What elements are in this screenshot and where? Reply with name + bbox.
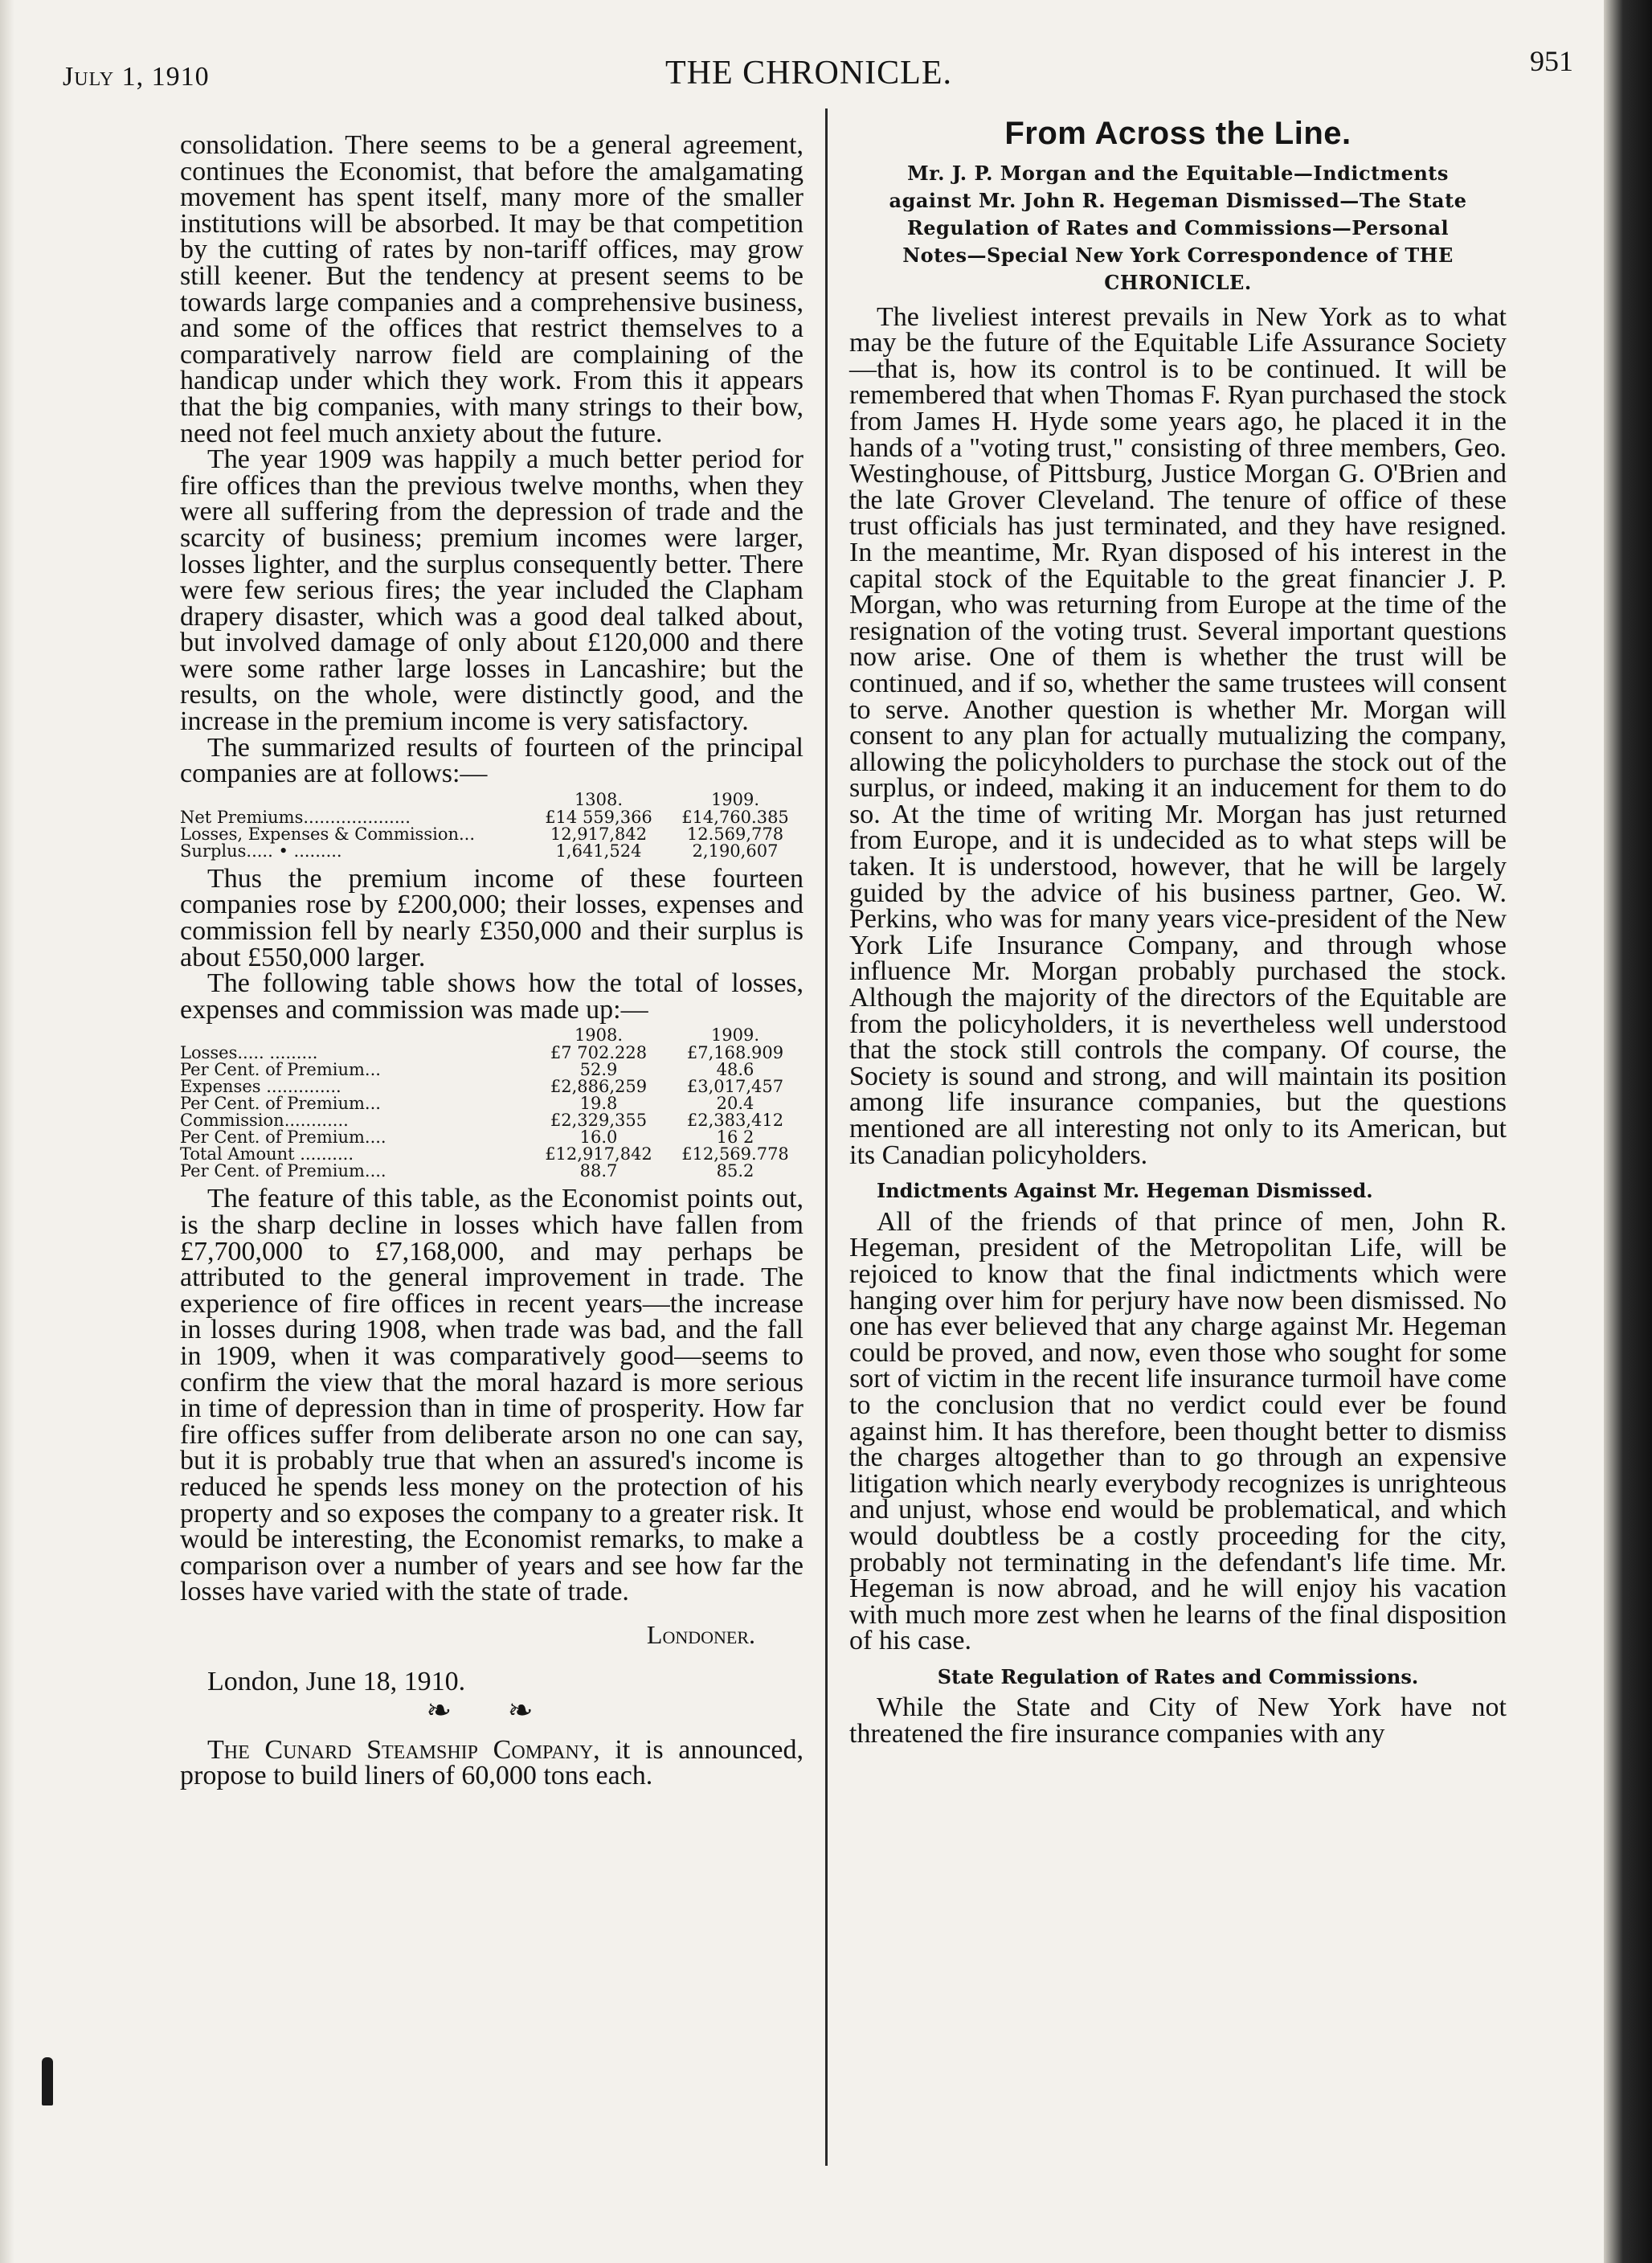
page-edge xyxy=(0,0,14,2263)
row-label: Per Cent. of Premium... xyxy=(180,1060,381,1080)
section-heading: State Regulation of Rates and Commissions. xyxy=(937,1664,1419,1688)
table-row xyxy=(180,1112,804,1129)
table-row xyxy=(180,1095,804,1112)
table-header-row xyxy=(180,791,804,809)
value-1909: £2,383,412 xyxy=(686,1111,784,1131)
value-1908: 16.0 xyxy=(579,1127,618,1148)
paragraph: All of the friends of that prince of men, John R. Hegeman, president of the Metropolitan Life, will be rejoiced to know that the final indictments which were hanging over him for perjury have now been dismissed. No one has ever believed that any charge against Mr. Hegeman could be proved, and now, even those who sought for some sort of victim in the recent life insurance turmoil have come to the conclusion that no verdict could ever be found against him. It has therefore, been thought better to dismiss the charges altogether than to go through an expensive litigation which nearly everybody recognizes is unrighteous and unjust, whose end would be problematical, and which would doubtless be a costly proceeding for the city, probably not terminating in the defendant's life time. Mr. Hegeman is now abroad, and he will enjoy his vacation with much more zest when he learns of the final disposition of his case. xyxy=(849,1206,1507,1656)
paragraph: The following table shows how the total of losses, expenses and commission was made up:— xyxy=(180,968,804,1025)
table-row xyxy=(180,1045,804,1062)
table-row xyxy=(180,826,804,843)
dateline: London, June 18, 1910. xyxy=(207,1666,466,1696)
breakdown-table xyxy=(180,1026,804,1180)
value-1909: £3,017,457 xyxy=(686,1077,784,1097)
value-1909: £7,168.909 xyxy=(686,1043,784,1063)
paragraph: The feature of this table, as the Economist points out, is the sharp decline in losses which have fallen from £7,700,000 to £7,168,000, and may perhaps be attributed to the general improvement in trade. The experience of fire offices in recent years—the increase in losses during 1908, when trade was bad, and the fall in 1909, when it was comparatively good—seems to confirm the view that the moral hazard is more serious in time of depression than in time of prosperity. How far fire offices suffer from deliberate arson no one can say, but it is probably true that when an assured's income is reduced he spends less money on the protection of his property and so exposes the company to a greater risk. It would be interesting, the Economist remarks, to make a comparison over a number of years and see how far the losses have varied with the state of trade. xyxy=(180,1184,804,1607)
column-header: 1909. xyxy=(710,1025,760,1046)
right-column xyxy=(849,116,1507,1749)
row-label: Per Cent. of Premium.... xyxy=(180,1161,386,1181)
paragraph: While the State and City of New York have not threatened the fire insurance companies with any xyxy=(849,1692,1507,1749)
issue-date: July 1, 1910 xyxy=(63,62,210,92)
table-row xyxy=(180,1062,804,1078)
column-header: 1308. xyxy=(574,789,624,809)
binding-mark xyxy=(42,2057,53,2105)
paragraph: consolidation. There seems to be a general agreement, continues the Economist, that before the amalgamating movement has spent itself, many more of the smaller institutions will be absorbed. It may be that competition by the cutting of rates by non-tariff offices, may grow still keener. But the tendency at present seems to be towards large companies and a comprehensive business, and some of the offices that restrict themselves to a comparatively narrow field are complaining of the handicap under which they work. From this it appears that the big companies, with many strings to their bow, need not feel much anxiety about the future. xyxy=(180,130,804,448)
paragraph: The summarized results of fourteen of the principal companies are at follows:— xyxy=(180,732,804,789)
row-label: Per Cent. of Premium.... xyxy=(180,1127,386,1148)
results-table xyxy=(180,791,804,860)
article-subheading: Mr. J. P. Morgan and the Equitable—Indictments against Mr. John R. Hegeman Dismissed—The State Regulation of Rates and Commissions—Personal Notes—Special New York Correspondence of THE CHRONICLE. xyxy=(889,161,1467,294)
value-1909: 48.6 xyxy=(716,1060,754,1080)
table-row xyxy=(180,1078,804,1095)
row-label: Net Premiums.................... xyxy=(180,807,411,827)
table-row xyxy=(180,809,804,826)
paragraph: The year 1909 was happily a much better period for fire offices than the previous twelve months, when they were all suffering from the depression of trade and the scarcity of business; premium incomes were larger, losses lighter, and the surplus consequently better. There were few serious fires; the year included the Clapham drapery disaster, which was a good deal talked about, but involved damage of only about £120,000 and there were some rather large losses in Lancashire; but the results, on the whole, were distinctly good, and the increase in the premium income is very satisfactory. xyxy=(180,444,804,737)
value-1909: 85.2 xyxy=(716,1161,754,1181)
news-item xyxy=(180,1734,804,1791)
row-label: Losses, Expenses & Commission... xyxy=(180,824,476,844)
column-header: 1908. xyxy=(574,1025,624,1046)
left-column xyxy=(180,130,804,1791)
value-1908: 19.8 xyxy=(579,1094,618,1114)
table-row xyxy=(180,843,804,860)
value-1909: £12,569.778 xyxy=(681,1144,789,1164)
value-1908: 1,641,524 xyxy=(555,841,642,861)
value-1909: 2,190,607 xyxy=(692,841,779,861)
value-1908: £14 559,366 xyxy=(545,807,652,827)
value-1908: £12,917,842 xyxy=(545,1144,652,1164)
author-signature: Londoner. xyxy=(646,1619,755,1649)
row-label: Commission............ xyxy=(180,1111,349,1131)
value-1908: £2,886,259 xyxy=(550,1077,648,1097)
section-heading: Indictments Against Mr. Hegeman Dismissed. xyxy=(877,1179,1373,1203)
page-header xyxy=(63,44,1597,108)
column-rule xyxy=(825,108,828,2166)
table-header-row xyxy=(180,1026,804,1045)
paragraph: The liveliest interest prevails in New York as to what may be the future of the Equitable Life Assurance Society—that is, how its control is to be continued. It will be remembered that when Thomas F. Ryan purchased the stock from James H. Hyde some years ago, he placed it in the hands of a "voting trust," consisting of three members, Geo. Westinghouse, of Pittsburg, Justice Morgan G. O'Brien and the late Grover Cleveland. The tenure of office of these trust officials has just terminated, and they have resigned. In the meantime, Mr. Ryan disposed of his interest in the capital stock of the Equitable to the great financier J. P. Morgan, who was returning from Europe at the time of the resignation of the voting trust. Several important questions now arise. One of them is whether the trust will be continued, and if so, whether the same trustees will consent to serve. Another question is whether Mr. Morgan will consent to any plan for actually mutualizing the company, allowing the policyholders to purchase the stock out of the surplus, or indeed, making it an inducement for them to do so. At the time of writing Mr. Morgan has just returned from Europe, and it is undecided as to what steps will be taken. It is understood, however, that he will be largely guided by the advice of his business partner, Geo. W. Perkins, who was for many years vice-president of the New York Life Insurance Company, and through whose influence Mr. Morgan probably purchased the stock. Although the majority of the directors of the Equitable are from the policyholders, it is nevertheless well understood that the stock still controls the company. Of course, the Society is sound and strong, and will maintain its position among life insurance companies, but the questions mentioned are all interesting not only to its American, but its Canadian policyholders. xyxy=(849,301,1507,1170)
value-1909: 20.4 xyxy=(716,1094,754,1114)
value-1908: £7 702.228 xyxy=(550,1043,648,1063)
company-name: The Cunard Steamship Company, xyxy=(207,1734,600,1765)
publication-title: THE CHRONICLE. xyxy=(665,55,952,92)
value-1908: 52.9 xyxy=(579,1060,618,1080)
value-1908: 12,917,842 xyxy=(550,824,648,844)
column-header: 1909. xyxy=(710,789,760,809)
paragraph: Thus the premium income of these fourteen companies rose by £200,000; their losses, expenses and commission fell by nearly £350,000 and their surplus is about £550,000 larger. xyxy=(180,863,804,972)
binding-shadow xyxy=(1604,0,1652,2263)
value-1908: 88.7 xyxy=(579,1161,618,1181)
value-1909: 16 2 xyxy=(716,1127,754,1148)
article-heading: From Across the Line. xyxy=(1004,116,1351,151)
fleuron-ornament: ❧ ❧ xyxy=(426,1694,558,1729)
row-label: Total Amount .......... xyxy=(180,1144,354,1164)
row-label: Expenses .............. xyxy=(180,1077,341,1097)
table-row xyxy=(180,1129,804,1146)
value-1909: 12.569,778 xyxy=(686,824,784,844)
table-row xyxy=(180,1146,804,1163)
table-row xyxy=(180,1163,804,1180)
row-label: Surplus..... • ......... xyxy=(180,841,342,861)
value-1909: £14,760.385 xyxy=(681,807,789,827)
page-number: 951 xyxy=(1530,45,1573,77)
value-1908: £2,329,355 xyxy=(550,1111,648,1131)
news-item-text: it is announced, propose to build liners of 60,000 tons each. xyxy=(180,1734,804,1791)
row-label: Losses..... ......... xyxy=(180,1043,318,1063)
row-label: Per Cent. of Premium... xyxy=(180,1094,381,1114)
